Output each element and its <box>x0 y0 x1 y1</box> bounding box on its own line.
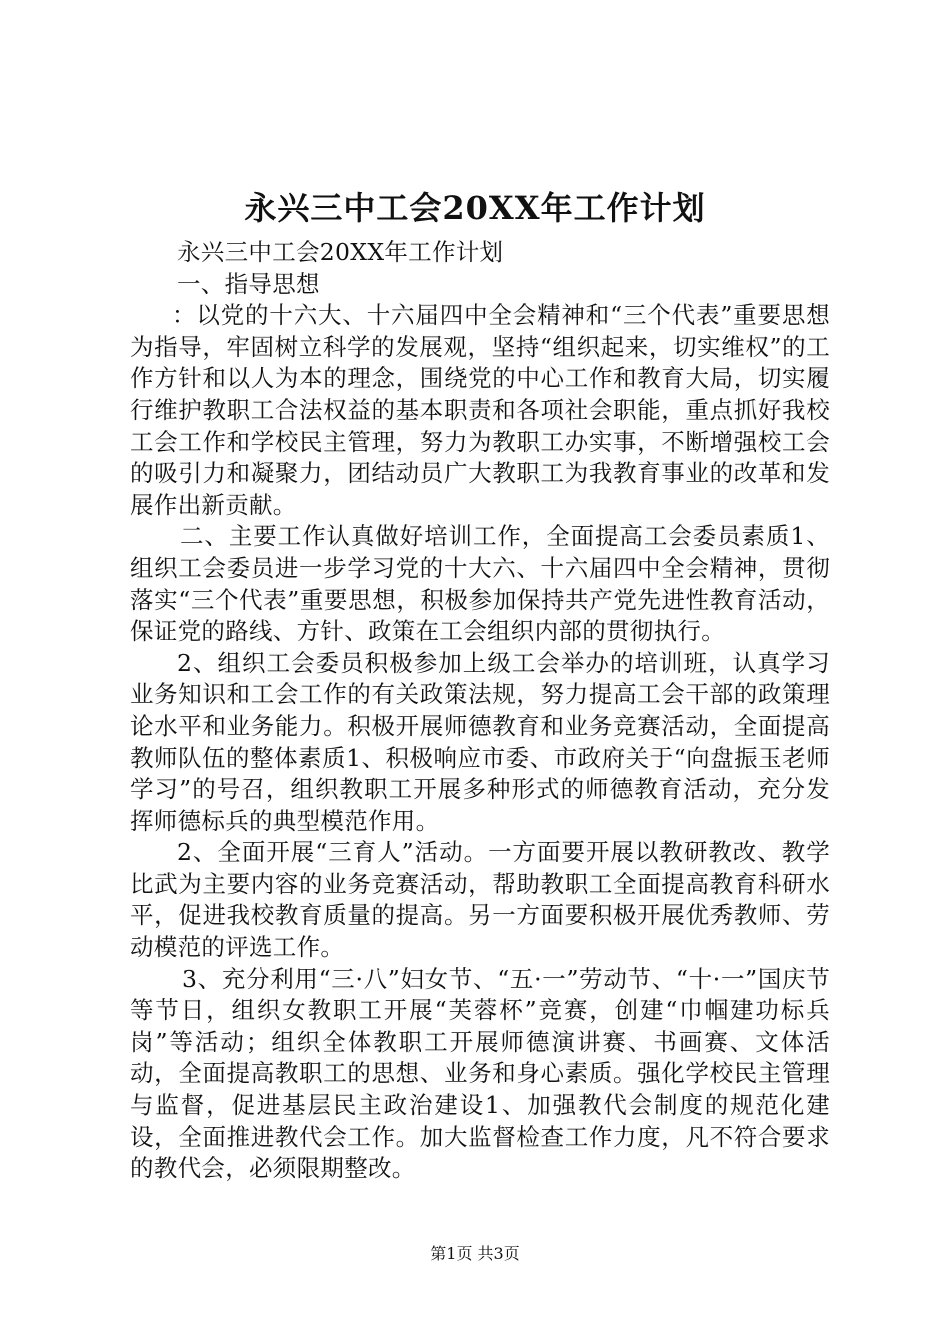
paragraph-festivals: 3、充分利用“三·八”妇女节、“五·一”劳动节、“十·一”国庆节等节日，组织女教职工开展“芙蓉杯”竞赛，创建“巾帼建功标兵岗”等活动；组织全体教职工开展师德演讲赛、书画赛、文体活动，全面提高教职工的思想、业务和身心素质。强化学校民主管理与监督，促进基层民主政治建设1、加强教代会制度的规范化建设，全面推进教代会工作。加大监督检查工作力度，凡不符合要求的教代会，必须限期整改。 <box>130 964 830 1183</box>
document-body <box>130 237 830 1185</box>
paragraph-guiding-ideology: ：以党的十六大、十六届四中全会精神和“三个代表”重要思想为指导，牢固树立科学的发展观，坚持“组织起来，切实维权”的工作方针和以人为本的理念，围绕党的中心工作和教育大局，切实履行维护教职工合法权益的基本职责和各项社会职能，重点抓好我校工会工作和学校民主管理，努力为教职工办实事，不断增强校工会的吸引力和凝聚力，团结动员广大教职工为我教育事业的改革和发展作出新贡献。 <box>130 301 830 519</box>
subtitle-paragraph: 永兴三中工会20XX年工作计划 <box>177 238 504 266</box>
paragraph-three-educating: 2、全面开展“三育人”活动。一方面要开展以教研教改、教学比武为主要内容的业务竞赛活动，帮助教职工全面提高教育科研水平，促进我校教育质量的提高。另一方面要积极开展优秀教师、劳动模范的评选工作。 <box>130 838 830 962</box>
paragraph-main-work: 二、主要工作认真做好培训工作，全面提高工会委员素质1、组织工会委员进一步学习党的十大六、十六届四中全会精神，贯彻落实“三个代表”重要思想，积极参加保持共产党先进性教育活动，保证党的路线、方针、政策在工会组织内部的贯彻执行。 <box>130 522 830 646</box>
paragraph-training: 2、组织工会委员积极参加上级工会举办的培训班，认真学习业务知识和工会工作的有关政策法规，努力提高工会干部的政策理论水平和业务能力。积极开展师德教育和业务竞赛活动，全面提高教师队伍的整体素质1、积极响应市委、市政府关于“向盘振玉老师学习”的号召，组织教职工开展多种形式的师德教育活动，充分发挥师德标兵的典型模范作用。 <box>130 648 830 835</box>
section-heading-guiding-ideology: 一、指导思想 <box>177 269 320 298</box>
page-number-footer: 第1页 共3页 <box>430 1244 520 1263</box>
document-title: 永兴三中工会20XX年工作计划 <box>244 189 706 227</box>
